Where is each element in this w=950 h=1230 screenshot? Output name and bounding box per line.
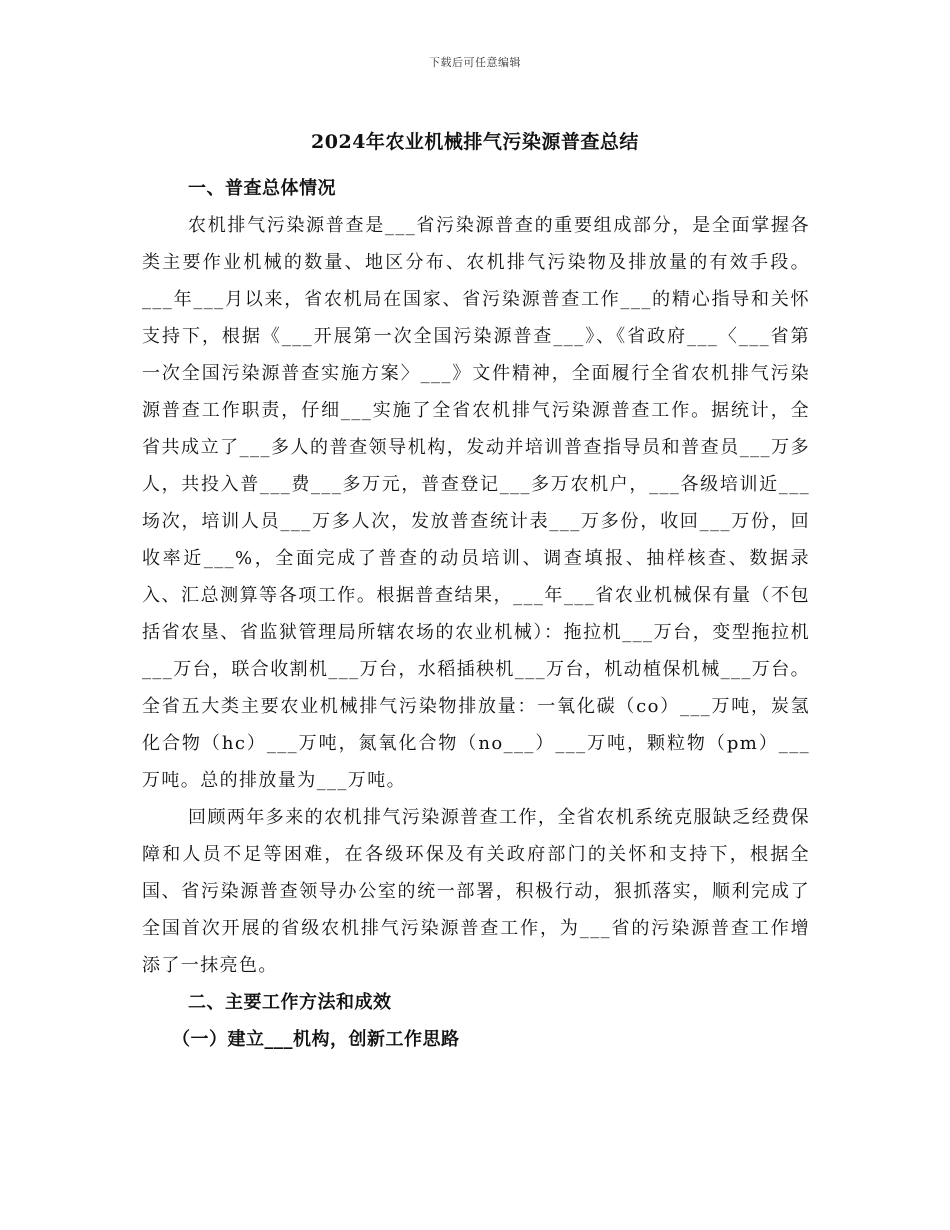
section-heading-methods: 二、主要工作方法和成效: [188, 992, 392, 1013]
paragraph-overview: 农机排气污染源普查是___省污染源普查的重要组成部分，是全面掌握各类主要作业机械的数量、地区分布、农机排气污染物及排放量的有效手段。___年___月以来，省农机局在国家、省污染源普查工作___的精心指导和关怀支持下，根据《___开展第一次全国污染源普查___》、《省政府___〈___省第一次全国污染源普查实施方案〉___》文件精神，全面履行全省农机排气污染源普查工作职责，仔细___实施了全省农机排气污染源普查工作。据统计，全省共成立了___多人的普查领导机构，发动并培训普查指导员和普查员___万多人，共投入普___费___多万元，普查登记___多万农机户，___各级培训近___场次，培训人员___万多人次，发放普查统计表___万多份，收回___万份，回收率近___%，全面完成了普查的动员培训、调查填报、抽样核查、数据录入、汇总测算等各项工作。根据普查结果，___年___省农业机械保有量（不包括省农垦、省监狱管理局所辖农场的农业机械）：拖拉机___万台，变型拖拉机___万台，联合收割机___万台，水稻插秧机___万台，机动植保机械___万台。全省五大类主要农业机械排气污染物排放量：一氧化碳（co）___万吨，炭氢化合物（hc）___万吨，氮氧化合物（no___）___万吨，颗粒物（pm）___万吨。总的排放量为___万吨。: [142, 215, 810, 791]
header-note: 下载后可任意编辑: [429, 56, 521, 69]
section-heading-overview: 一、普查总体情况: [188, 178, 336, 199]
paragraph-review: 回顾两年多来的农机排气污染源普查工作，全省农机系统克服缺乏经费保障和人员不足等困难，在各级环保及有关政府部门的关怀和支持下，根据全国、省污染源普查领导办公室的统一部署，积极行动，狠抓落实，顺利完成了全国首次开展的省级农机排气污染源普查工作，为___省的污染源普查工作增添了一抹亮色。: [142, 807, 810, 976]
document-title: 2024年农业机械排气污染源普查总结: [311, 131, 639, 153]
document-body: [142, 170, 810, 1058]
subsection-heading-institutions: （一）建立___机构，创新工作思路: [172, 1029, 460, 1050]
